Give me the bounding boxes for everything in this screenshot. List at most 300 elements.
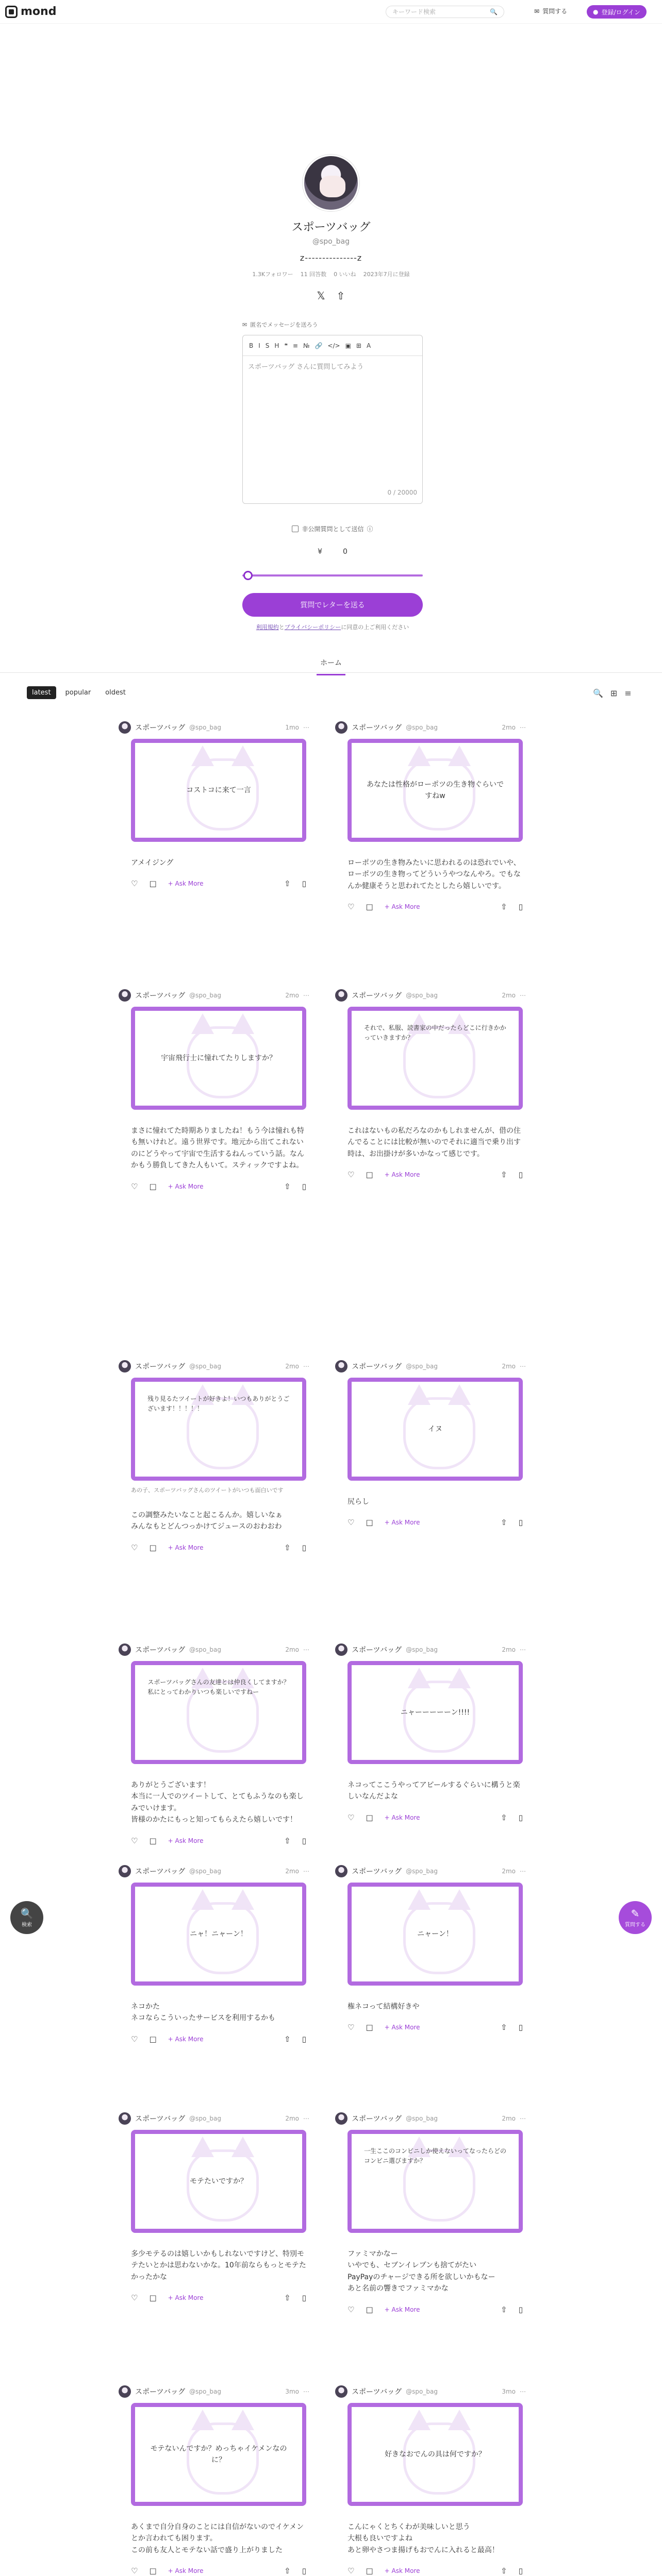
comment-icon[interactable]: □	[366, 1170, 373, 1180]
question-box[interactable]	[347, 1007, 523, 1110]
profile-motto: z---------------z	[300, 253, 362, 263]
avatar	[119, 721, 131, 734]
comment-icon[interactable]: □	[149, 1836, 157, 1845]
question-box[interactable]	[131, 1883, 306, 1986]
bookmark-icon[interactable]: ▯	[302, 1543, 306, 1552]
card-time: 2mo	[502, 1868, 516, 1875]
answer-text: 多少モテるのは嬉しいかもしれないですけど、特別モテたいとかは思わないかな。10年前ならもっとモテたかったかな	[131, 2250, 306, 2281]
answer-text: ネコってここうやってアピールするぐらいに構うと楽しいなんだよな	[347, 1781, 520, 1801]
card-actions	[347, 1518, 523, 1527]
avatar	[119, 1865, 131, 1877]
avatar	[335, 1643, 347, 1656]
question-text: 残り見るたツイートが好きよ！いつもありがとうございます！！！！！	[147, 1395, 290, 1413]
filter-icon[interactable]: ≡	[624, 688, 632, 698]
answer-card[interactable]	[335, 721, 526, 911]
card-author-handle: @spo_bag	[406, 2388, 438, 2395]
comment-icon[interactable]: □	[366, 902, 373, 912]
card-header	[119, 1865, 309, 1877]
ask-more-button[interactable]: + Ask More	[168, 1837, 204, 1844]
more-options-icon[interactable]: ⋯	[303, 992, 309, 999]
comment-icon[interactable]: □	[366, 2023, 373, 2032]
share-icon[interactable]: ⇧	[284, 2293, 291, 2303]
card-author-name[interactable]: スポーツバッグ	[352, 1868, 402, 1876]
question-box[interactable]	[131, 739, 306, 842]
card-actions	[347, 1813, 523, 1822]
heart-icon[interactable]: ♡	[131, 1543, 138, 1552]
share-icon[interactable]: ⇧	[284, 1181, 291, 1191]
share-icon[interactable]: ⇧	[501, 1812, 507, 1822]
answer-card[interactable]	[119, 1360, 309, 1552]
more-options-icon[interactable]: ⋯	[303, 1363, 309, 1370]
compose-form	[242, 320, 423, 631]
answer-card[interactable]	[335, 989, 526, 1179]
top-header	[0, 0, 662, 24]
bookmark-icon[interactable]: ▯	[518, 902, 523, 912]
question-textarea[interactable]	[248, 361, 417, 464]
search-input[interactable]	[392, 8, 485, 15]
comment-icon[interactable]: □	[149, 2566, 157, 2576]
question-box[interactable]	[347, 2130, 523, 2233]
card-header	[335, 2112, 526, 2125]
bookmark-icon[interactable]: ▯	[302, 1836, 306, 1845]
answer-text: ネコかた ネコならこういったサービスを利用するかも	[131, 2003, 275, 2023]
avatar	[335, 1360, 347, 1372]
more-options-icon[interactable]: ⋯	[303, 2388, 309, 2395]
slider-thumb[interactable]	[243, 571, 253, 580]
question-text: イヌ	[428, 1425, 442, 1433]
ask-more-button[interactable]: + Ask More	[384, 903, 420, 911]
question-link[interactable]	[534, 7, 567, 15]
card-time: 2mo	[285, 1868, 299, 1875]
answers-count: 11 回答数	[300, 271, 327, 278]
card-header	[335, 1360, 526, 1372]
answer-card[interactable]	[119, 721, 309, 888]
card-header	[335, 1643, 526, 1656]
card-author-handle: @spo_bag	[189, 724, 221, 731]
login-button[interactable]	[587, 5, 647, 19]
heart-icon[interactable]: ♡	[131, 2034, 138, 2044]
question-text: ニャーン！	[417, 1929, 453, 1938]
share-icon[interactable]: ⇧	[501, 1518, 507, 1528]
card-header	[119, 1643, 309, 1656]
search-icon: 🔍	[490, 8, 498, 15]
card-author-handle: @spo_bag	[406, 1363, 438, 1370]
answer-text: アメイジング	[131, 859, 174, 867]
question-box[interactable]	[347, 1378, 523, 1481]
card-header	[335, 1865, 526, 1877]
ask-more-button[interactable]: + Ask More	[168, 1182, 204, 1190]
x-icon[interactable]: 𝕏	[317, 290, 325, 302]
mail-icon: ✉	[242, 321, 247, 328]
ask-more-button[interactable]: + Ask More	[168, 2567, 204, 2575]
bookmark-icon[interactable]: ▯	[518, 1170, 523, 1180]
terms-suffix: に同意の上ご利用ください	[341, 624, 409, 631]
question-box[interactable]	[131, 2130, 306, 2233]
card-author-name[interactable]: スポーツバッグ	[352, 724, 402, 732]
message-icon: ✉	[534, 7, 540, 15]
avatar	[119, 2112, 131, 2125]
pen-icon: ✎	[631, 1908, 640, 1920]
value-slider[interactable]	[242, 570, 423, 581]
question-text: それで、私服、読書家の中だったらどこに行きかかっていきますか？	[364, 1024, 506, 1042]
comment-icon[interactable]: □	[149, 1543, 157, 1552]
text-size-icon[interactable]: A	[366, 342, 371, 349]
ask-more-button[interactable]: + Ask More	[384, 1814, 420, 1821]
bookmark-icon[interactable]: ▯	[518, 2566, 523, 2576]
card-time: 2mo	[285, 2115, 299, 2122]
share-icon[interactable]: ⇧	[284, 1836, 291, 1845]
ask-more-button[interactable]: + Ask More	[384, 2306, 420, 2313]
question-box[interactable]	[347, 2403, 523, 2506]
more-options-icon[interactable]: ⋯	[303, 724, 309, 731]
compose-hint-text: 匿名でメッセージを送ろう	[250, 321, 318, 328]
question-sub: あの子、スポーツバッグさんのツイートがいつも面白いです	[131, 1487, 284, 1494]
avatar	[119, 2385, 131, 2398]
card-header	[335, 721, 526, 734]
logo[interactable]	[5, 5, 56, 18]
bookmark-icon[interactable]: ▯	[518, 2304, 523, 2314]
answer-text: 尻らし	[347, 1498, 369, 1506]
bookmark-icon[interactable]: ▯	[302, 879, 306, 889]
char-count: 0 / 20000	[387, 489, 417, 496]
question-text: 一生ここのコンビニしか使えないってなったらどのコンビニ選びますか？	[364, 2147, 507, 2165]
sort-options	[27, 686, 131, 699]
terms-link[interactable]: 利用規約	[256, 624, 279, 631]
share-icon[interactable]: ⇧	[501, 1170, 507, 1180]
comment-icon[interactable]: □	[149, 2034, 157, 2044]
table-icon[interactable]: ⊞	[356, 342, 361, 349]
ask-more-button[interactable]: + Ask More	[168, 1544, 204, 1551]
answer-text: こんにゃくとちくわが美味しいと思う 大根も良いですよね あと卵やさつま揚げもおでんに入れると最高！	[347, 2523, 499, 2554]
share-icon[interactable]: ⇧	[284, 879, 291, 889]
card-header	[119, 721, 309, 734]
card-actions	[131, 1182, 306, 1191]
answer-text: ローポツの生き物みたいに思われるのは恐れでいや、ローポツの生き物ってどういうやつなんやろ。でもなんか健康そうと思われてたとしたら嬉しいです。	[347, 859, 521, 890]
image-icon[interactable]: ▣	[345, 342, 351, 349]
more-options-icon[interactable]: ⋯	[520, 2115, 526, 2122]
floating-ask-button[interactable]	[619, 1901, 652, 1934]
bookmark-icon[interactable]: ▯	[518, 1518, 523, 1528]
share-icon[interactable]: ⇧	[501, 2566, 507, 2576]
link-icon[interactable]: 🔗	[315, 342, 323, 349]
card-time: 2mo	[502, 1646, 516, 1653]
more-options-icon[interactable]: ⋯	[520, 1646, 526, 1653]
card-header	[335, 2385, 526, 2398]
heart-icon[interactable]: ♡	[347, 1170, 355, 1180]
slider-track	[242, 574, 423, 577]
question-text: スポーツバッグさんの友達とは仲良くしてますか？ 私にとってわかりいつも楽しいですねー	[147, 1679, 290, 1696]
heart-icon[interactable]: ♡	[131, 1181, 138, 1191]
answer-card[interactable]	[119, 1865, 309, 2044]
card-author-handle: @spo_bag	[406, 2115, 438, 2122]
avatar	[335, 2385, 347, 2398]
terms-and: と	[278, 624, 285, 631]
view-tools	[593, 688, 632, 698]
search-icon: 🔍	[20, 1908, 34, 1920]
avatar	[303, 155, 359, 211]
avatar	[119, 989, 131, 1002]
search-icon[interactable]: 🔍	[593, 688, 603, 698]
profile-handle: @spo_bag	[312, 238, 350, 246]
sort-popular[interactable]: popular	[60, 686, 96, 699]
answer-card[interactable]	[335, 1360, 526, 1527]
floating-search-label: 検索	[22, 1922, 32, 1928]
more-options-icon[interactable]: ⋯	[303, 1868, 309, 1875]
answer-card[interactable]	[335, 2385, 526, 2575]
card-author-handle: @spo_bag	[189, 2388, 221, 2395]
answer-card[interactable]	[119, 2385, 309, 2575]
card-author-name[interactable]: スポーツバッグ	[135, 1363, 186, 1371]
heart-icon[interactable]: ♡	[131, 2566, 138, 2576]
help-icon[interactable]: ⓘ	[367, 526, 373, 533]
bookmark-icon[interactable]: ▯	[302, 2566, 306, 2576]
answer-text: これはないもの私だろなのかもしれませんが、借の住んでることには比較が無いのでそれに適当で乗り出す時は、お出掛けが多いかなって感じです。	[347, 1127, 521, 1158]
bookmark-icon[interactable]: ▯	[302, 2293, 306, 2303]
heart-icon[interactable]: ♡	[131, 1836, 138, 1845]
comment-icon[interactable]: □	[366, 2304, 373, 2314]
more-options-icon[interactable]: ⋯	[520, 2388, 526, 2395]
yen-icon: ¥	[318, 548, 322, 556]
heart-icon[interactable]: ♡	[131, 2293, 138, 2303]
card-time: 2mo	[502, 1363, 516, 1370]
question-box[interactable]	[131, 1378, 306, 1481]
heart-icon[interactable]: ♡	[347, 2023, 355, 2032]
bookmark-icon[interactable]: ▯	[302, 1181, 306, 1191]
question-text: コストコに来て一言	[186, 786, 251, 794]
card-header	[119, 1360, 309, 1372]
card-header	[119, 2385, 309, 2398]
bold-icon[interactable]: B	[249, 342, 254, 349]
logo-icon	[5, 6, 18, 18]
answer-card[interactable]	[335, 1865, 526, 2032]
heart-icon[interactable]: ♡	[347, 1812, 355, 1822]
card-actions	[131, 879, 306, 888]
user-icon: ●	[593, 8, 599, 15]
ask-more-button[interactable]: + Ask More	[384, 2567, 420, 2575]
ask-more-button[interactable]: + Ask More	[168, 2035, 204, 2043]
heading-icon[interactable]: H	[274, 342, 279, 349]
more-options-icon[interactable]: ⋯	[303, 2115, 309, 2122]
card-time: 2mo	[285, 1646, 299, 1653]
share-icon[interactable]: ⇧	[501, 902, 507, 912]
more-options-icon[interactable]: ⋯	[520, 1363, 526, 1370]
answer-card[interactable]	[119, 989, 309, 1191]
question-box[interactable]	[131, 2403, 306, 2506]
card-author-name[interactable]: スポーツバッグ	[135, 724, 186, 732]
share-icon[interactable]: ⇧	[284, 1543, 291, 1552]
more-options-icon[interactable]: ⋯	[520, 1868, 526, 1875]
sort-latest[interactable]: latest	[27, 686, 56, 699]
share-icon[interactable]: ⇧	[284, 2034, 291, 2044]
more-options-icon[interactable]: ⋯	[520, 992, 526, 999]
card-header	[119, 989, 309, 1002]
logo-text: mond	[21, 5, 57, 18]
card-time: 3mo	[502, 2388, 516, 2395]
card-time: 1mo	[285, 724, 299, 731]
card-author-handle: @spo_bag	[189, 992, 221, 999]
answer-card[interactable]	[119, 2112, 309, 2302]
heart-icon[interactable]: ♡	[347, 1518, 355, 1528]
joined-date: 2023年7月に登録	[363, 271, 410, 278]
anonymous-checkbox[interactable]	[292, 526, 299, 532]
tab-home[interactable]: ホーム	[317, 657, 345, 675]
share-icon[interactable]: ⇧	[336, 290, 345, 302]
card-author-handle: @spo_bag	[406, 1646, 438, 1653]
card-time: 2mo	[285, 1363, 299, 1370]
answer-card[interactable]	[119, 1643, 309, 1845]
card-actions	[131, 1543, 306, 1552]
avatar	[335, 2112, 347, 2125]
heart-icon[interactable]: ♡	[347, 902, 355, 912]
code-icon[interactable]: </>	[327, 342, 340, 349]
answer-card[interactable]	[335, 2112, 526, 2314]
card-actions	[131, 2293, 306, 2302]
privacy-link[interactable]: プライバシーポリシー	[284, 624, 341, 631]
card-author-name[interactable]: スポーツバッグ	[352, 992, 402, 1000]
ask-more-button[interactable]: + Ask More	[168, 2294, 204, 2302]
card-author-name[interactable]: スポーツバッグ	[135, 992, 186, 1000]
send-button[interactable]: 質問でレターを送る	[242, 593, 423, 617]
card-actions	[131, 2035, 306, 2044]
answer-text: まさに憧れてた時期ありましたね！もう今は憧れも特も無いけれど。遠う世界です。地元から出てこれないのにどうやって宇宙で生活するねんっていう話。なんかもう勝負してきた人もいて。スティックですよね。	[131, 1127, 304, 1170]
share-icon[interactable]: ⇧	[501, 2304, 507, 2314]
share-icon[interactable]: ⇧	[501, 2023, 507, 2032]
comment-icon[interactable]: □	[149, 879, 157, 889]
card-actions	[131, 2566, 306, 2575]
login-label: 登録/ログイン	[601, 8, 640, 16]
avatar	[119, 1360, 131, 1372]
comment-icon[interactable]: □	[366, 1518, 373, 1528]
answer-text: この調整みたいなこと起こるんか。嬉しいなぁ みんなもとどんつっかけてジュースのおわおわ	[131, 1511, 283, 1531]
card-time: 2mo	[285, 992, 299, 999]
card-actions	[347, 902, 523, 911]
card-actions	[131, 1836, 306, 1845]
card-author-handle: @spo_bag	[189, 1868, 221, 1875]
card-actions	[347, 2566, 523, 2575]
card-author-name[interactable]: スポーツバッグ	[352, 1646, 402, 1654]
avatar	[335, 721, 347, 734]
card-author-name[interactable]: スポーツバッグ	[135, 2115, 186, 2123]
floating-ask-label: 質問する	[625, 1922, 646, 1928]
ask-more-button[interactable]: + Ask More	[168, 880, 204, 888]
header-search[interactable]	[386, 6, 504, 18]
question-text: ニャーーーーーン!!!!	[400, 1708, 470, 1717]
card-author-name[interactable]: スポーツバッグ	[352, 2388, 402, 2396]
card-actions	[347, 1170, 523, 1179]
anonymous-label: 非公開質問として送信	[302, 526, 364, 533]
card-time: 2mo	[502, 2115, 516, 2122]
profile-tabs	[0, 652, 662, 673]
quote-icon[interactable]: ❝	[284, 342, 288, 349]
card-author-name[interactable]: スポーツバッグ	[352, 2115, 402, 2123]
card-time: 2mo	[502, 992, 516, 999]
card-time: 2mo	[502, 724, 516, 731]
card-author-handle: @spo_bag	[189, 1646, 221, 1653]
editor-toolbar	[243, 335, 422, 356]
heart-icon[interactable]: ♡	[347, 2566, 355, 2576]
card-author-handle: @spo_bag	[406, 724, 438, 731]
grid-icon[interactable]: ⊞	[610, 688, 618, 698]
profile-stats	[0, 270, 662, 278]
comment-icon[interactable]: □	[149, 1181, 157, 1191]
card-author-name[interactable]: スポーツバッグ	[135, 2388, 186, 2396]
avatar	[335, 989, 347, 1002]
share-icon[interactable]: ⇧	[284, 2566, 291, 2576]
floating-search-button[interactable]	[10, 1901, 43, 1934]
ask-more-button[interactable]: + Ask More	[384, 1519, 420, 1527]
answer-text: ありがとうございます！ 本当に一人でのツイートして、とてもふうなのも楽しみでいけます。 皆様のかたにもっと知ってもらえたら嬉しいです！	[131, 1781, 304, 1824]
ask-more-button[interactable]: + Ask More	[384, 1171, 420, 1179]
question-box[interactable]	[347, 739, 523, 842]
card-header	[119, 2112, 309, 2125]
italic-icon[interactable]: I	[258, 342, 260, 349]
heart-icon[interactable]: ♡	[347, 2304, 355, 2314]
avatar	[119, 1643, 131, 1656]
sort-oldest[interactable]: oldest	[100, 686, 131, 699]
terms-text	[242, 623, 423, 631]
question-box[interactable]	[131, 1661, 306, 1764]
card-header	[335, 989, 526, 1002]
avatar	[335, 1865, 347, 1877]
ask-more-button[interactable]: + Ask More	[384, 2024, 420, 2031]
card-author-name[interactable]: スポーツバッグ	[135, 1646, 186, 1654]
value-display	[242, 548, 423, 556]
bookmark-icon[interactable]: ▯	[302, 2034, 306, 2044]
question-label: 質問する	[542, 8, 568, 15]
card-author-handle: @spo_bag	[189, 2115, 221, 2122]
strike-icon[interactable]: S	[265, 342, 270, 349]
bookmark-icon[interactable]: ▯	[518, 2023, 523, 2032]
question-box[interactable]	[347, 1883, 523, 1986]
anonymous-option[interactable]	[242, 524, 423, 533]
card-author-name[interactable]: スポーツバッグ	[352, 1363, 402, 1371]
profile-section	[0, 155, 662, 302]
card-author-handle: @spo_bag	[406, 1868, 438, 1875]
answer-text: あくまで自分自身のことには自信がないのでイケメンとか言われても困ります。 この前も友人とモテない話で盛り上がりました	[131, 2523, 304, 2554]
likes-count: 0 いいね	[334, 271, 356, 278]
compose-hint	[242, 320, 423, 329]
card-author-name[interactable]: スポーツバッグ	[135, 1868, 186, 1876]
comment-icon[interactable]: □	[366, 1812, 373, 1822]
question-box[interactable]	[131, 1007, 306, 1110]
answer-card[interactable]	[335, 1643, 526, 1822]
question-text: モテないんですか？めっちゃイケメンなのに？	[150, 2444, 287, 2464]
more-options-icon[interactable]: ⋯	[303, 1646, 309, 1653]
question-text: 宇宙飛行士に憧れてたりしますか？	[161, 1054, 276, 1062]
answer-text: 権ネコって結構好きや	[347, 2003, 420, 2011]
card-author-handle: @spo_bag	[189, 1363, 221, 1370]
followers-count[interactable]: 1.3Kフォロワー	[252, 271, 293, 278]
list-icon[interactable]: ≡	[292, 342, 298, 349]
card-author-handle: @spo_bag	[406, 992, 438, 999]
comment-icon[interactable]: □	[149, 2293, 157, 2303]
heart-icon[interactable]: ♡	[131, 879, 138, 889]
question-text: あなたは性格がローポツの生き物ぐらいですねw	[367, 780, 504, 800]
card-time: 3mo	[285, 2388, 299, 2395]
comment-icon[interactable]: □	[366, 2566, 373, 2576]
more-options-icon[interactable]: ⋯	[520, 724, 526, 731]
social-links	[0, 290, 662, 302]
answer-text: ファミマかなー いやでも、セブンイレブンも捨てがたい PayPayのチャージできる所を欲しいかもなー あと名前の響きでファミマかな	[347, 2250, 495, 2293]
question-text: モテたいですか？	[190, 2177, 247, 2185]
question-box[interactable]	[347, 1661, 523, 1764]
question-text: 好きなおでんの具は何ですか？	[385, 2450, 486, 2459]
bookmark-icon[interactable]: ▯	[518, 1812, 523, 1822]
profile-name: スポーツバッグ	[291, 221, 371, 234]
question-editor	[242, 335, 423, 504]
numbered-list-icon[interactable]: №	[303, 342, 310, 349]
question-text: ニャ！ニャーン！	[190, 1929, 247, 1938]
